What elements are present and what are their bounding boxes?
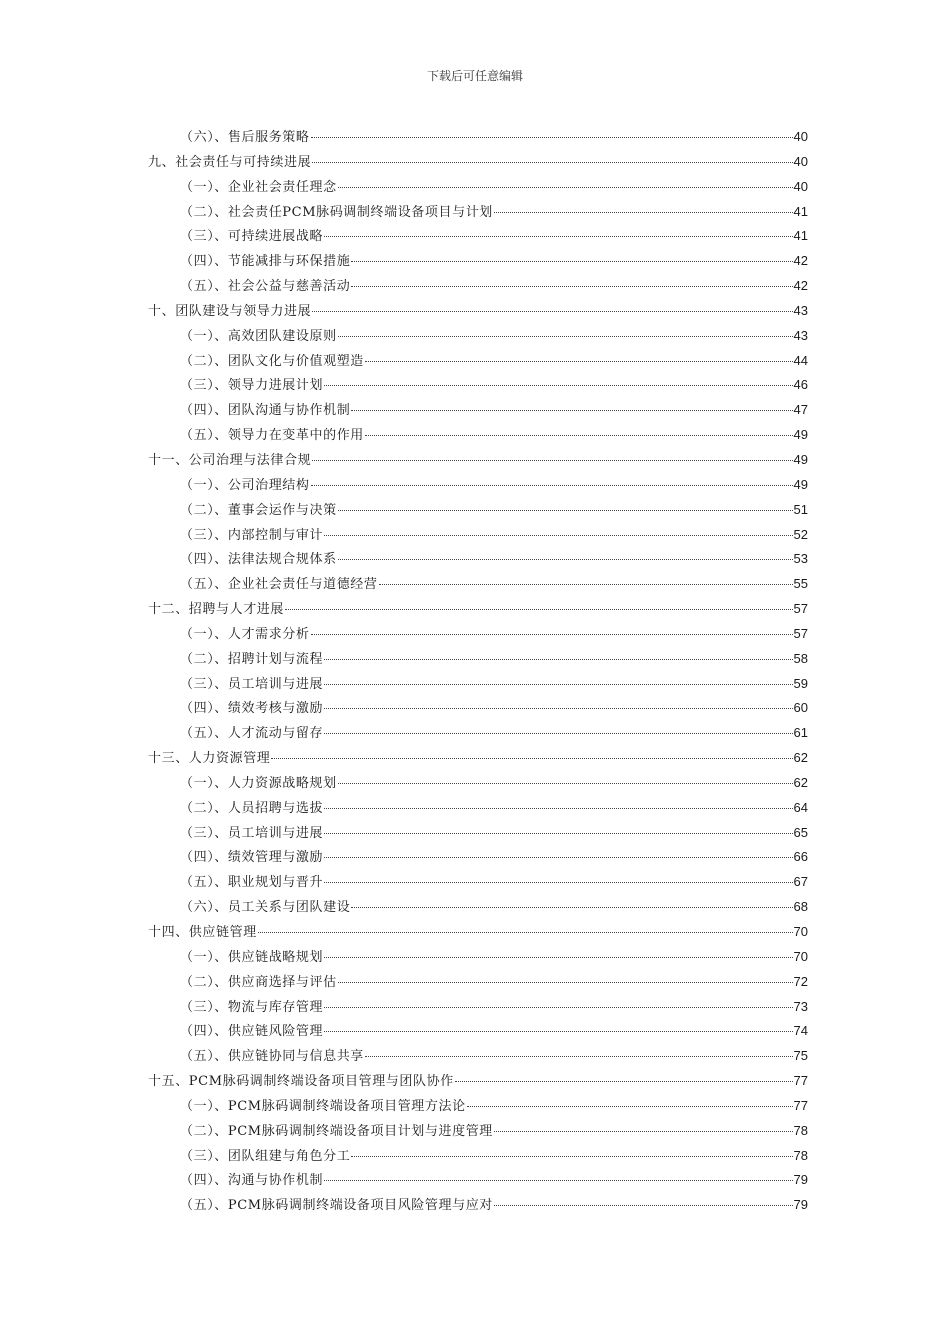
toc-entry-title: （二）、人员招聘与选拔 xyxy=(180,800,324,816)
dot-leader xyxy=(324,235,792,237)
toc-entry-title: （四）、节能减排与环保措施 xyxy=(180,254,351,270)
toc-entry[interactable] xyxy=(148,1045,808,1070)
toc-entry[interactable] xyxy=(148,598,808,623)
toc-entry-title: （一）、人才需求分析 xyxy=(180,626,310,642)
toc-entry-title: （四）、供应链风险管理 xyxy=(180,1024,324,1040)
toc-entry[interactable] xyxy=(148,946,808,971)
toc-entry-title: （三）、可持续进展战略 xyxy=(180,229,324,245)
toc-entry-title: （一）、企业社会责任理念 xyxy=(180,179,337,195)
toc-entry[interactable] xyxy=(148,1120,808,1145)
toc-entry-page-number: 47 xyxy=(793,402,808,418)
toc-entry-page-number: 46 xyxy=(793,377,808,393)
toc-entry-title: （二）、PCM脉码调制终端设备项目计划与进度管理 xyxy=(180,1123,493,1139)
toc-entry[interactable] xyxy=(148,1095,808,1120)
toc-entry-title: （五）、领导力在变革中的作用 xyxy=(180,428,364,444)
dot-leader xyxy=(351,285,792,287)
dot-leader xyxy=(324,807,792,809)
toc-entry-title: 九、社会责任与可持续进展 xyxy=(148,154,312,170)
toc-entry[interactable] xyxy=(148,573,808,598)
dot-leader xyxy=(312,459,792,461)
toc-entry-title: （四）、团队沟通与协作机制 xyxy=(180,403,351,419)
toc-entry[interactable] xyxy=(148,449,808,474)
toc-entry-page-number: 51 xyxy=(793,501,808,517)
toc-entry-page-number: 55 xyxy=(793,576,808,592)
toc-entry-page-number: 42 xyxy=(793,253,808,269)
toc-entry-title: （一）、高效团队建设原则 xyxy=(180,328,337,344)
toc-entry-page-number: 73 xyxy=(793,998,808,1014)
toc-entry-page-number: 49 xyxy=(793,427,808,443)
toc-entry-title: 十一、公司治理与法律合规 xyxy=(148,452,312,468)
toc-entry-title: （五）、供应链协同与信息共享 xyxy=(180,1049,364,1065)
toc-entry[interactable] xyxy=(148,399,808,424)
dot-leader xyxy=(467,1105,793,1107)
toc-entry[interactable] xyxy=(148,896,808,921)
dot-leader xyxy=(351,906,792,908)
toc-entry-page-number: 40 xyxy=(793,178,808,194)
toc-entry[interactable] xyxy=(148,1070,808,1095)
toc-entry[interactable] xyxy=(148,648,808,673)
dot-leader xyxy=(324,1006,792,1008)
toc-entry[interactable] xyxy=(148,474,808,499)
toc-entry-title: 十、团队建设与领导力进展 xyxy=(148,303,312,319)
toc-entry-title: （二）、董事会运作与决策 xyxy=(180,502,337,518)
toc-entry-title: （二）、招聘计划与流程 xyxy=(180,651,324,667)
toc-entry-title: （三）、团队组建与角色分工 xyxy=(180,1148,351,1164)
dot-leader xyxy=(324,956,792,958)
toc-entry-title: （三）、领导力进展计划 xyxy=(180,378,324,394)
dot-leader xyxy=(324,1030,792,1032)
page-header: 下载后可任意编辑 xyxy=(426,69,523,83)
toc-entry-page-number: 53 xyxy=(793,551,808,567)
toc-entry-page-number: 40 xyxy=(793,153,808,169)
dot-leader xyxy=(494,211,793,213)
toc-entry-title: （一）、PCM脉码调制终端设备项目管理方法论 xyxy=(180,1098,466,1114)
toc-entry-page-number: 62 xyxy=(793,774,808,790)
toc-entry-page-number: 41 xyxy=(793,203,808,219)
dot-leader xyxy=(351,1155,792,1157)
dot-leader xyxy=(455,1080,793,1082)
toc-entry-title: （三）、物流与库存管理 xyxy=(180,999,324,1015)
toc-entry-page-number: 60 xyxy=(793,700,808,716)
toc-entry-page-number: 49 xyxy=(793,476,808,492)
toc-entry[interactable] xyxy=(148,747,808,772)
dot-leader xyxy=(494,1130,793,1132)
toc-entry-page-number: 40 xyxy=(793,129,808,144)
toc-entry[interactable] xyxy=(148,971,808,996)
toc-entry-title: （一）、人力资源战略规划 xyxy=(180,775,337,791)
toc-entry-title: （四）、沟通与协作机制 xyxy=(180,1173,324,1189)
toc-entry-page-number: 70 xyxy=(793,948,808,964)
dot-leader xyxy=(311,633,793,635)
toc-entry-page-number: 70 xyxy=(793,924,808,939)
dot-leader xyxy=(311,484,793,486)
toc-entry-title: （一）、公司治理结构 xyxy=(180,477,310,493)
toc-entry-page-number: 78 xyxy=(793,1147,808,1163)
toc-entry[interactable] xyxy=(148,846,808,871)
toc-entry[interactable] xyxy=(148,225,808,250)
dot-leader xyxy=(338,782,793,784)
dot-leader xyxy=(351,409,792,411)
toc-entry[interactable] xyxy=(148,1194,808,1219)
toc-entry-page-number: 52 xyxy=(793,526,808,542)
dot-leader xyxy=(338,186,793,188)
toc-entry-page-number: 78 xyxy=(793,1122,808,1138)
toc-entry-title: （五）、人才流动与留存 xyxy=(180,726,324,742)
toc-entry-title: （二）、社会责任PCM脉码调制终端设备项目与计划 xyxy=(180,204,493,220)
toc-entry[interactable] xyxy=(148,871,808,896)
dot-leader xyxy=(324,707,792,709)
toc-entry-page-number: 72 xyxy=(793,973,808,989)
toc-entry-page-number: 65 xyxy=(793,824,808,840)
toc-entry-title: （四）、法律法规合规体系 xyxy=(180,552,337,568)
dot-leader xyxy=(324,856,792,858)
toc-entry-title: （三）、员工培训与进展 xyxy=(180,676,324,692)
toc-entry-page-number: 79 xyxy=(793,1172,808,1188)
toc-entry-title: 十三、人力资源管理 xyxy=(148,751,271,767)
toc-entry-title: （四）、绩效管理与激励 xyxy=(180,850,324,866)
toc-entry-title: 十五、PCM脉码调制终端设备项目管理与团队协作 xyxy=(148,1074,454,1090)
toc-entry-page-number: 57 xyxy=(793,601,808,617)
toc-entry-title: （二）、供应商选择与评估 xyxy=(180,974,337,990)
toc-entry[interactable] xyxy=(148,996,808,1021)
toc-entry[interactable] xyxy=(148,772,808,797)
toc-entry[interactable] xyxy=(148,921,808,946)
table-of-contents xyxy=(148,126,808,1219)
toc-entry-title: 十四、供应链管理 xyxy=(148,925,257,940)
toc-entry-title: 十二、招聘与人才进展 xyxy=(148,602,285,618)
toc-entry[interactable] xyxy=(148,325,808,350)
toc-entry[interactable] xyxy=(148,797,808,822)
toc-entry[interactable] xyxy=(148,201,808,226)
toc-entry[interactable] xyxy=(148,374,808,399)
toc-entry-title: （六）、售后服务策略 xyxy=(180,130,310,145)
dot-leader xyxy=(324,832,792,834)
dot-leader xyxy=(311,136,793,138)
dot-leader xyxy=(338,509,793,511)
toc-entry-page-number: 74 xyxy=(793,1023,808,1039)
toc-entry-page-number: 79 xyxy=(793,1197,808,1213)
toc-entry-page-number: 68 xyxy=(793,899,808,915)
toc-entry[interactable] xyxy=(148,300,808,325)
dot-leader xyxy=(324,384,792,386)
toc-entry-title: （五）、企业社会责任与道德经营 xyxy=(180,577,378,593)
dot-leader xyxy=(365,1055,793,1057)
dot-leader xyxy=(324,658,792,660)
dot-leader xyxy=(285,608,793,610)
dot-leader xyxy=(324,732,792,734)
toc-entry[interactable] xyxy=(148,548,808,573)
toc-entry[interactable] xyxy=(148,697,808,722)
toc-entry-title: （三）、员工培训与进展 xyxy=(180,825,324,841)
toc-entry-page-number: 66 xyxy=(793,849,808,865)
toc-entry-page-number: 67 xyxy=(793,874,808,890)
toc-entry-page-number: 49 xyxy=(793,451,808,467)
toc-entry-page-number: 77 xyxy=(793,1097,808,1113)
dot-leader xyxy=(365,360,793,362)
dot-leader xyxy=(379,583,793,585)
toc-entry[interactable] xyxy=(148,524,808,549)
dot-leader xyxy=(494,1204,793,1206)
toc-entry-page-number: 43 xyxy=(793,327,808,343)
toc-entry-page-number: 42 xyxy=(793,278,808,294)
dot-leader xyxy=(351,260,792,262)
toc-entry[interactable] xyxy=(148,275,808,300)
toc-entry-page-number: 61 xyxy=(793,725,808,741)
toc-entry[interactable] xyxy=(148,1145,808,1170)
dot-leader xyxy=(324,881,792,883)
toc-entry-page-number: 77 xyxy=(793,1073,808,1089)
toc-entry-title: （二）、团队文化与价值观塑造 xyxy=(180,353,364,369)
toc-entry[interactable] xyxy=(148,822,808,847)
toc-entry[interactable] xyxy=(148,1169,808,1194)
toc-entry[interactable] xyxy=(148,424,808,449)
toc-entry-page-number: 64 xyxy=(793,799,808,815)
toc-entry-page-number: 57 xyxy=(793,625,808,641)
toc-entry-title: （五）、职业规划与晋升 xyxy=(180,875,324,891)
toc-entry-page-number: 43 xyxy=(793,302,808,318)
toc-entry[interactable] xyxy=(148,499,808,524)
toc-entry-title: （四）、绩效考核与激励 xyxy=(180,701,324,717)
dot-leader xyxy=(271,757,792,759)
dot-leader xyxy=(324,683,792,685)
toc-entry-page-number: 58 xyxy=(793,650,808,666)
toc-entry[interactable] xyxy=(148,1020,808,1045)
toc-entry[interactable] xyxy=(148,151,808,176)
dot-leader xyxy=(338,558,793,560)
toc-entry-title: （一）、供应链战略规划 xyxy=(180,949,324,965)
dot-leader xyxy=(312,310,792,312)
toc-entry-page-number: 62 xyxy=(793,750,808,766)
toc-entry[interactable] xyxy=(148,673,808,698)
toc-entry-title: （六）、员工关系与团队建设 xyxy=(180,900,351,916)
toc-entry[interactable] xyxy=(148,623,808,648)
dot-leader xyxy=(312,161,792,163)
toc-entry[interactable] xyxy=(148,126,808,151)
toc-entry-page-number: 75 xyxy=(793,1048,808,1064)
dot-leader xyxy=(258,931,793,933)
toc-entry[interactable] xyxy=(148,722,808,747)
toc-entry[interactable] xyxy=(148,250,808,275)
toc-entry-page-number: 41 xyxy=(793,228,808,244)
toc-entry-title: （三）、内部控制与审计 xyxy=(180,527,324,543)
dot-leader xyxy=(338,981,793,983)
toc-entry-title: （五）、社会公益与慈善活动 xyxy=(180,279,351,295)
dot-leader xyxy=(365,434,793,436)
dot-leader xyxy=(324,1179,792,1181)
toc-entry-page-number: 44 xyxy=(793,352,808,368)
toc-entry-page-number: 59 xyxy=(793,675,808,691)
dot-leader xyxy=(338,335,793,337)
toc-entry[interactable] xyxy=(148,350,808,375)
dot-leader xyxy=(324,534,792,536)
toc-entry-title: （五）、PCM脉码调制终端设备项目风险管理与应对 xyxy=(180,1198,493,1214)
toc-entry[interactable] xyxy=(148,176,808,201)
